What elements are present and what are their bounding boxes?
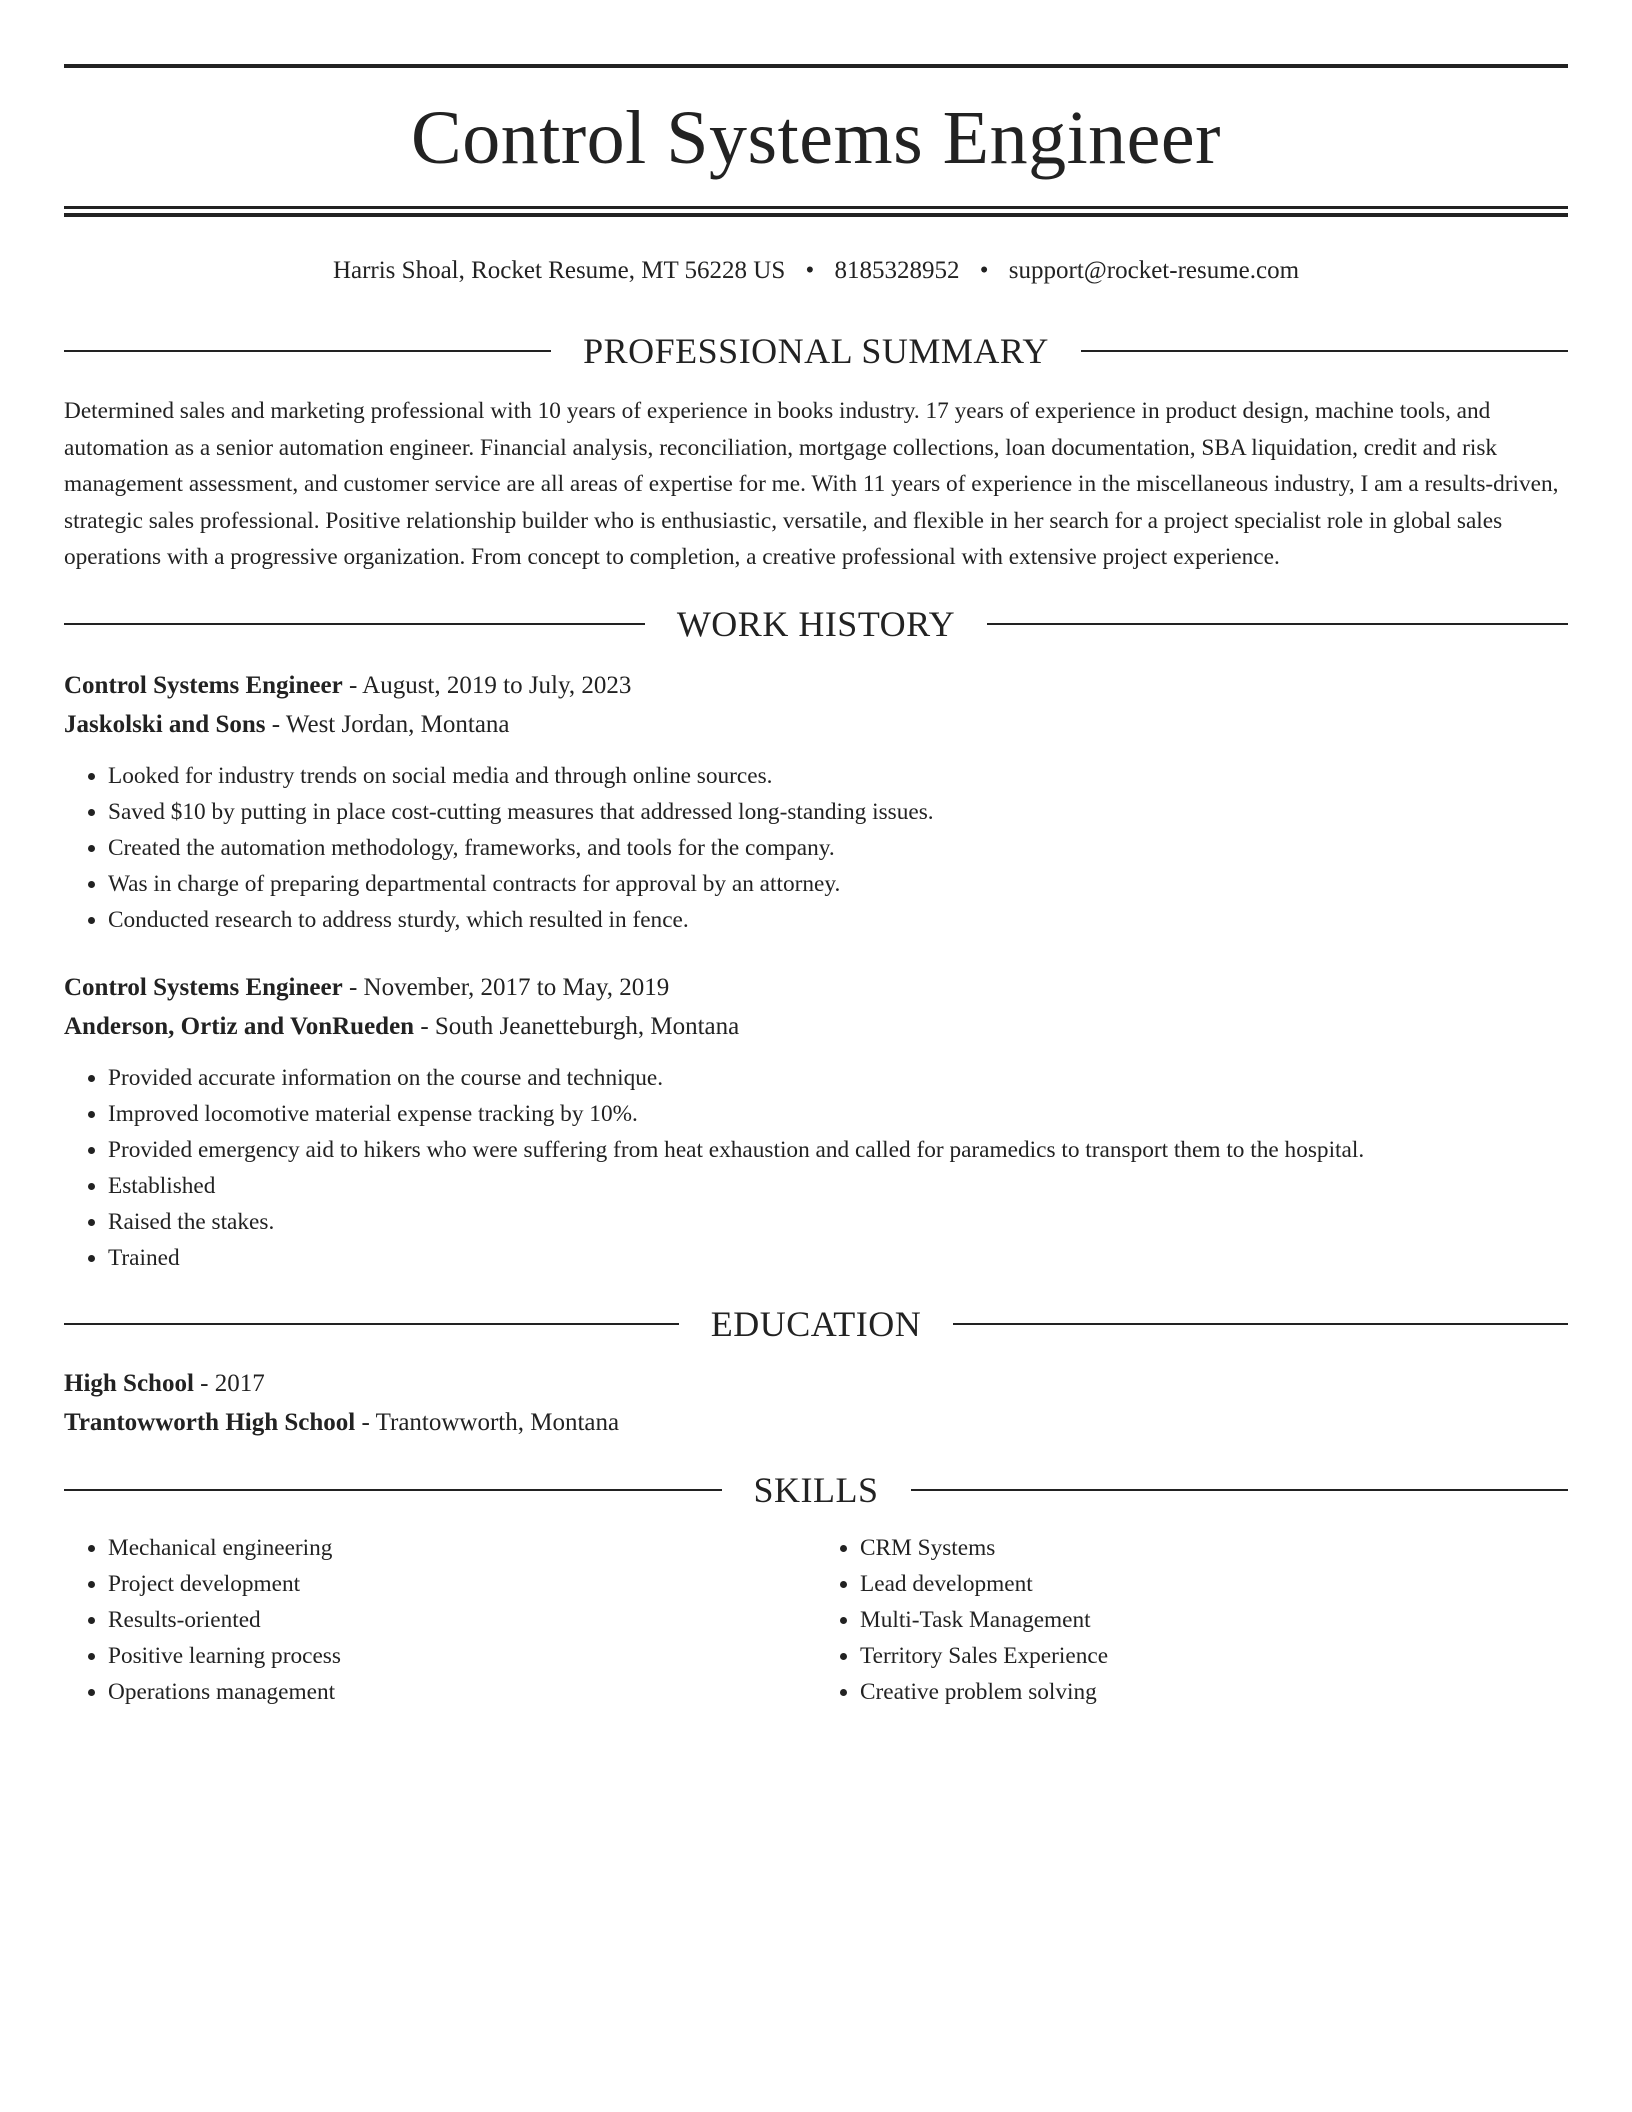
list-item: • Creative problem solving: [860, 1674, 1568, 1710]
education-school: Trantowworth High School: [64, 1408, 356, 1436]
section-title: EDUCATION: [710, 1303, 922, 1344]
job-bullets: [64, 1060, 1568, 1276]
education-year: - 2017: [193, 1369, 265, 1397]
section-heading-summary: [64, 333, 1568, 369]
section-heading-work: [64, 603, 1568, 644]
list-item: • Mechanical engineering: [108, 1530, 816, 1566]
contact-separator: •: [805, 257, 815, 284]
heading-rule-left: [64, 350, 551, 352]
contact-address: Harris Shoal, Rocket Resume, MT 56228 US: [332, 257, 786, 284]
job-bullets: [64, 758, 1568, 938]
contact-separator: •: [979, 257, 989, 284]
job-title: Control Systems Engineer: [64, 973, 343, 1001]
job-company-line: [64, 705, 1568, 744]
contact-line: [64, 253, 1568, 289]
job-dates: - November, 2017 to May, 2019: [342, 973, 670, 1001]
list-item: • Positive learning process: [108, 1638, 816, 1674]
contact-email: support@rocket-resume.com: [1008, 257, 1300, 284]
list-item: • Operations management: [108, 1674, 816, 1710]
skills-list-left: [64, 1530, 816, 1710]
heading-rule-left: [64, 1323, 679, 1325]
list-item: • Was in charge of preparing departmental contracts for approval by an attorney.: [108, 866, 1568, 902]
list-item: • Provided accurate information on the course and technique.: [108, 1060, 1568, 1096]
list-item: • CRM Systems: [860, 1530, 1568, 1566]
job-entry: [64, 666, 1568, 938]
list-item: • Multi-Task Management: [860, 1602, 1568, 1638]
list-item: • Improved locomotive material expense tracking by 10%.: [108, 1096, 1568, 1132]
section-heading-skills: [64, 1469, 1568, 1510]
list-item: • Results-oriented: [108, 1602, 816, 1638]
education-school-line: [64, 1403, 1568, 1442]
list-item: • Established: [108, 1168, 1568, 1204]
job-company: Anderson, Ortiz and VonRueden: [64, 1012, 415, 1040]
section-title: SKILLS: [753, 1469, 879, 1510]
education-degree-line: [64, 1364, 1568, 1403]
heading-rule-left: [64, 1489, 722, 1491]
education-degree: High School: [64, 1369, 194, 1397]
list-item: • Provided emergency aid to hikers who were suffering from heat exhaustion and called for paramedics to transport them to the hospital.: [108, 1132, 1568, 1168]
list-item: • Saved $10 by putting in place cost-cutting measures that addressed long-standing issues.: [108, 794, 1568, 830]
job-entry: [64, 968, 1568, 1276]
heading-rule-left: [64, 623, 645, 625]
education-entry: [64, 1364, 1568, 1442]
heading-rule-right: [953, 1323, 1568, 1325]
section-heading-education: [64, 1303, 1568, 1344]
job-title-line: [64, 666, 1568, 705]
resume-name: Control Systems Engineer: [411, 96, 1221, 180]
heading-rule-right: [1081, 350, 1568, 352]
job-dates: - August, 2019 to July, 2023: [342, 671, 632, 699]
list-item: • Project development: [108, 1566, 816, 1602]
heading-rule-right: [911, 1489, 1569, 1491]
skills-columns: [64, 1530, 1568, 1710]
list-item: • Lead development: [860, 1566, 1568, 1602]
list-item: • Conducted research to address sturdy, which resulted in fence.: [108, 902, 1568, 938]
job-location: - South Jeanetteburgh, Montana: [414, 1012, 740, 1040]
double-rule: [64, 206, 1568, 217]
job-title: Control Systems Engineer: [64, 671, 343, 699]
section-title: WORK HISTORY: [676, 603, 956, 644]
skills-list-right: [816, 1530, 1568, 1710]
section-title: PROFESSIONAL SUMMARY: [583, 331, 1049, 371]
heading-rule-right: [987, 623, 1568, 625]
job-company: Jaskolski and Sons: [64, 710, 266, 738]
job-title-line: [64, 968, 1568, 1007]
list-item: • Created the automation methodology, frameworks, and tools for the company.: [108, 830, 1568, 866]
list-item: • Trained: [108, 1240, 1568, 1276]
education-location: - Trantowworth, Montana: [355, 1408, 620, 1436]
job-location: - West Jordan, Montana: [265, 710, 510, 738]
resume-page: [64, 64, 1568, 1710]
job-company-line: [64, 1007, 1568, 1046]
summary-text: Determined sales and marketing professional with 10 years of experience in books industry. 17 years of experience in product design, machine tools, and automation as a senior automation engineer. Financial analysis, reconciliation, mortgage collections, loan documentation, SBA liquidation, credit and risk management assessment, and customer service are all areas of expertise for me. With 11 years of experience in the miscellaneous industry, I am a results-driven, strategic sales professional. Positive relationship builder who is enthusiastic, versatile, and flexible in her search for a project specialist role in global sales operations with a progressive organization. From concept to completion, a creative professional with extensive project experience.: [64, 398, 1559, 570]
list-item: • Raised the stakes.: [108, 1204, 1568, 1240]
list-item: • Territory Sales Experience: [860, 1638, 1568, 1674]
contact-phone: 8185328952: [834, 257, 960, 284]
list-item: • Looked for industry trends on social media and through online sources.: [108, 758, 1568, 794]
